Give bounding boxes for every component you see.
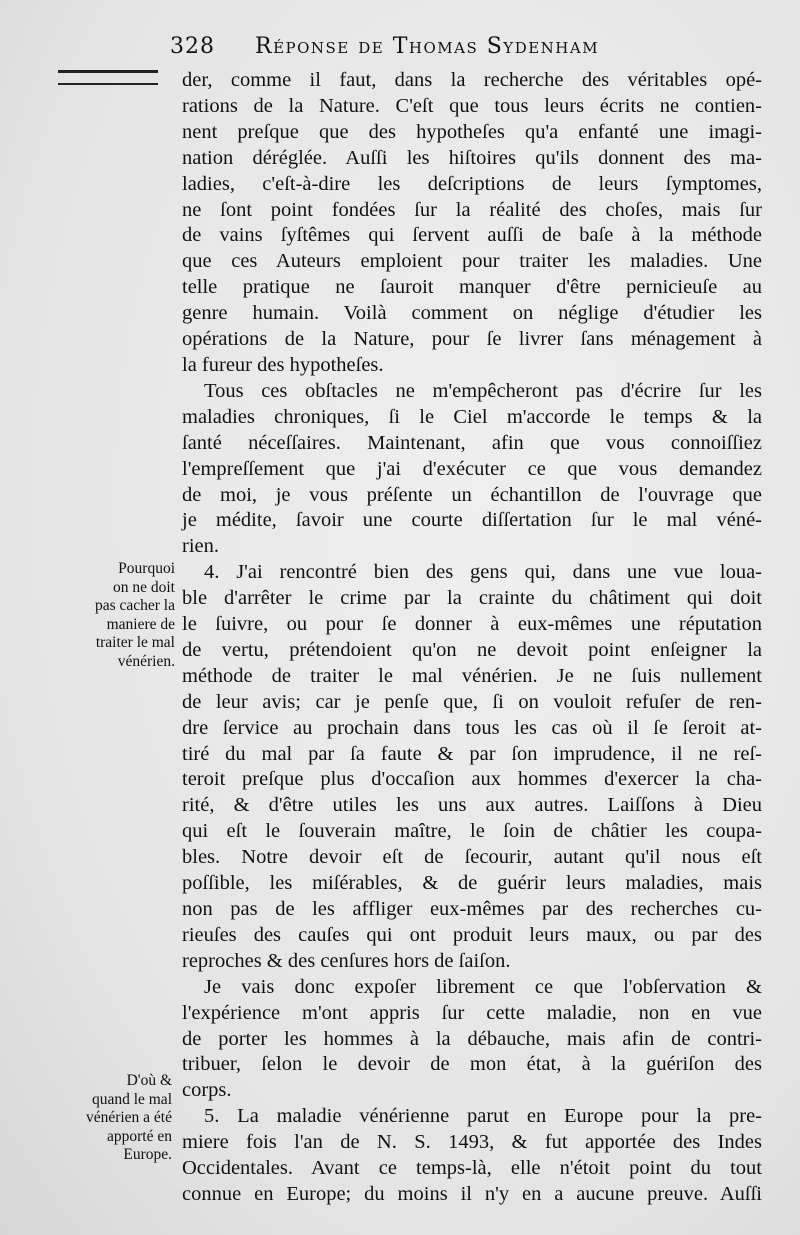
text-line: tiré du mal par ſa faute & par ſon imprudence, il ne reſ-: [182, 742, 762, 765]
text-line: 5. La maladie vénérienne parut en Europe pour la pre-: [204, 1105, 762, 1128]
paragraph: [182, 975, 762, 1105]
margin-note: [80, 560, 175, 671]
text-line: que ces Auteurs emploient pour traiter les maladies. Une: [182, 250, 762, 273]
text-line: méthode de traiter le mal vénérien. Je ne ſuis nullement: [182, 664, 762, 687]
paragraph: [182, 68, 762, 379]
margin-note-line: apporté en: [107, 1127, 172, 1145]
paragraph: [182, 560, 762, 975]
text-line: de moi, je vous préſente un échantillon de l'ouvrage que: [182, 483, 762, 506]
text-line: opérations de la Nature, pour ſe livrer ſans ménagement à: [182, 328, 762, 351]
margin-note-line: Europe.: [123, 1146, 172, 1163]
text-line: connue en Europe; du moins il n'y en a aucune preuve. Auſſi: [182, 1182, 762, 1205]
margin-note-line: pas cacher la: [94, 597, 175, 614]
text-line: Tous ces obſtacles ne m'empêcheront pas d'écrire ſur les: [204, 379, 762, 402]
text-line: l'expérience m'ont appris ſur cette maladie, non en vue: [182, 1001, 762, 1024]
text-line: rations de la Nature. C'eſt que tous leurs écrits ne contien-: [182, 94, 762, 117]
text-line: ſanté néceſſaires. Maintenant, afin que vous connoiſſiez: [182, 431, 762, 454]
text-line: de vains ſyſtêmes qui ſervent auſſi de baſe à la méthode: [182, 224, 762, 247]
text-line: nation déréglée. Auſſi les hiſtoires qu'ils donnent des ma-: [182, 146, 762, 169]
text-line: genre humain. Voilà comment on néglige d'étudier les: [182, 302, 762, 325]
margin-note-line: on ne doit: [113, 578, 175, 596]
text-line: de vertu, prétendoient qu'on ne devoit point enſeigner la: [182, 638, 762, 661]
text-line: teroit preſque plus d'occaſion aux hommes d'exercer la cha-: [182, 768, 762, 791]
text-line: ble d'arrêter le crime par la crainte du châtiment qui doit: [182, 587, 762, 610]
text-line: 4. J'ai rencontré bien des gens qui, dans une vue loua-: [204, 561, 762, 584]
text-line: la fureur des hypotheſes.: [182, 353, 384, 376]
margin-note-line: traiter le mal: [95, 634, 175, 651]
main-text: [182, 68, 762, 1208]
running-head: [170, 34, 770, 59]
text-line: dre ſervice au prochain dans tous les cas où il ſe ſeroit at-: [182, 716, 762, 739]
text-line: non pas de les affliger eux-mêmes par des recherches cu-: [182, 898, 762, 920]
text-line: reproches & des cenſures hors de ſaiſon.: [182, 949, 511, 972]
margin-note: [72, 1072, 172, 1165]
running-title: Réponse de Thomas Sydenham: [255, 34, 600, 59]
text-line: telle pratique ne ſauroit manquer d'être pernicieuſe au: [182, 276, 762, 299]
text-line: le ſuivre, ou pour ſe donner à eux-mêmes une réputation: [182, 613, 762, 636]
margin-note-line: vénérien a été: [85, 1109, 172, 1126]
margin-note-line: quand le mal: [91, 1090, 172, 1108]
paragraph: [182, 379, 762, 560]
text-line: qui eſt le ſouverain maître, le ſoin de châtier les coupa-: [182, 820, 762, 843]
printer-rule-mark: [58, 70, 158, 85]
text-line: ladies, c'eſt-à-dire les deſcriptions de leurs ſymptomes,: [182, 172, 762, 195]
text-line: der, comme il faut, dans la recherche des véritables opé-: [182, 69, 762, 91]
text-line: bles. Notre devoir eſt de ſecourir, autant qu'il nous eſt: [182, 846, 762, 869]
text-line: nent preſque que des hypotheſes qu'a enfanté une imagi-: [182, 120, 762, 143]
text-line: rité, & d'être utiles les uns aux autres. Laiſſons à Dieu: [182, 794, 762, 817]
text-line: miere fois l'an de N. S. 1493, & fut apportée des Indes: [182, 1131, 762, 1154]
margin-note-line: D'où &: [126, 1072, 172, 1089]
text-line: je médite, ſavoir une courte diſſertation ſur le mal véné-: [182, 509, 762, 532]
text-line: de leur avis; car je penſe que, ſi on vouloit refuſer de ren-: [182, 690, 762, 713]
text-line: l'empreſſement que j'ai d'exécuter ce que vous demandez: [182, 457, 762, 480]
text-line: rieuſes des cauſes qui ont produit leurs maux, ou par des: [182, 923, 762, 946]
text-line: ne ſont point fondées ſur la réalité des choſes, mais ſur: [182, 198, 762, 221]
text-line: rien.: [182, 535, 219, 558]
margin-note-line: Pourquoi: [118, 560, 175, 577]
text-line: Occidentales. Avant ce temps-là, elle n'étoit point du tout: [182, 1157, 762, 1180]
text-line: de porter les hommes à la débauche, mais afin de contri-: [182, 1027, 762, 1050]
text-line: poſſible, les miſérables, & de guérir leurs maladies, mais: [182, 872, 762, 895]
text-line: Je vais donc expoſer librement ce que l'obſervation &: [204, 975, 762, 998]
page-number: 328: [170, 34, 215, 59]
margin-note-line: vénérien.: [117, 652, 175, 670]
text-line: corps.: [182, 1079, 232, 1102]
paragraph: [182, 1104, 762, 1208]
text-line: maladies chroniques, ſi le Ciel m'accorde le temps & la: [182, 405, 762, 428]
text-line: tribuer, ſelon le devoir de mon état, à la guériſon des: [182, 1053, 762, 1076]
margin-note-line: maniere de: [106, 615, 175, 633]
